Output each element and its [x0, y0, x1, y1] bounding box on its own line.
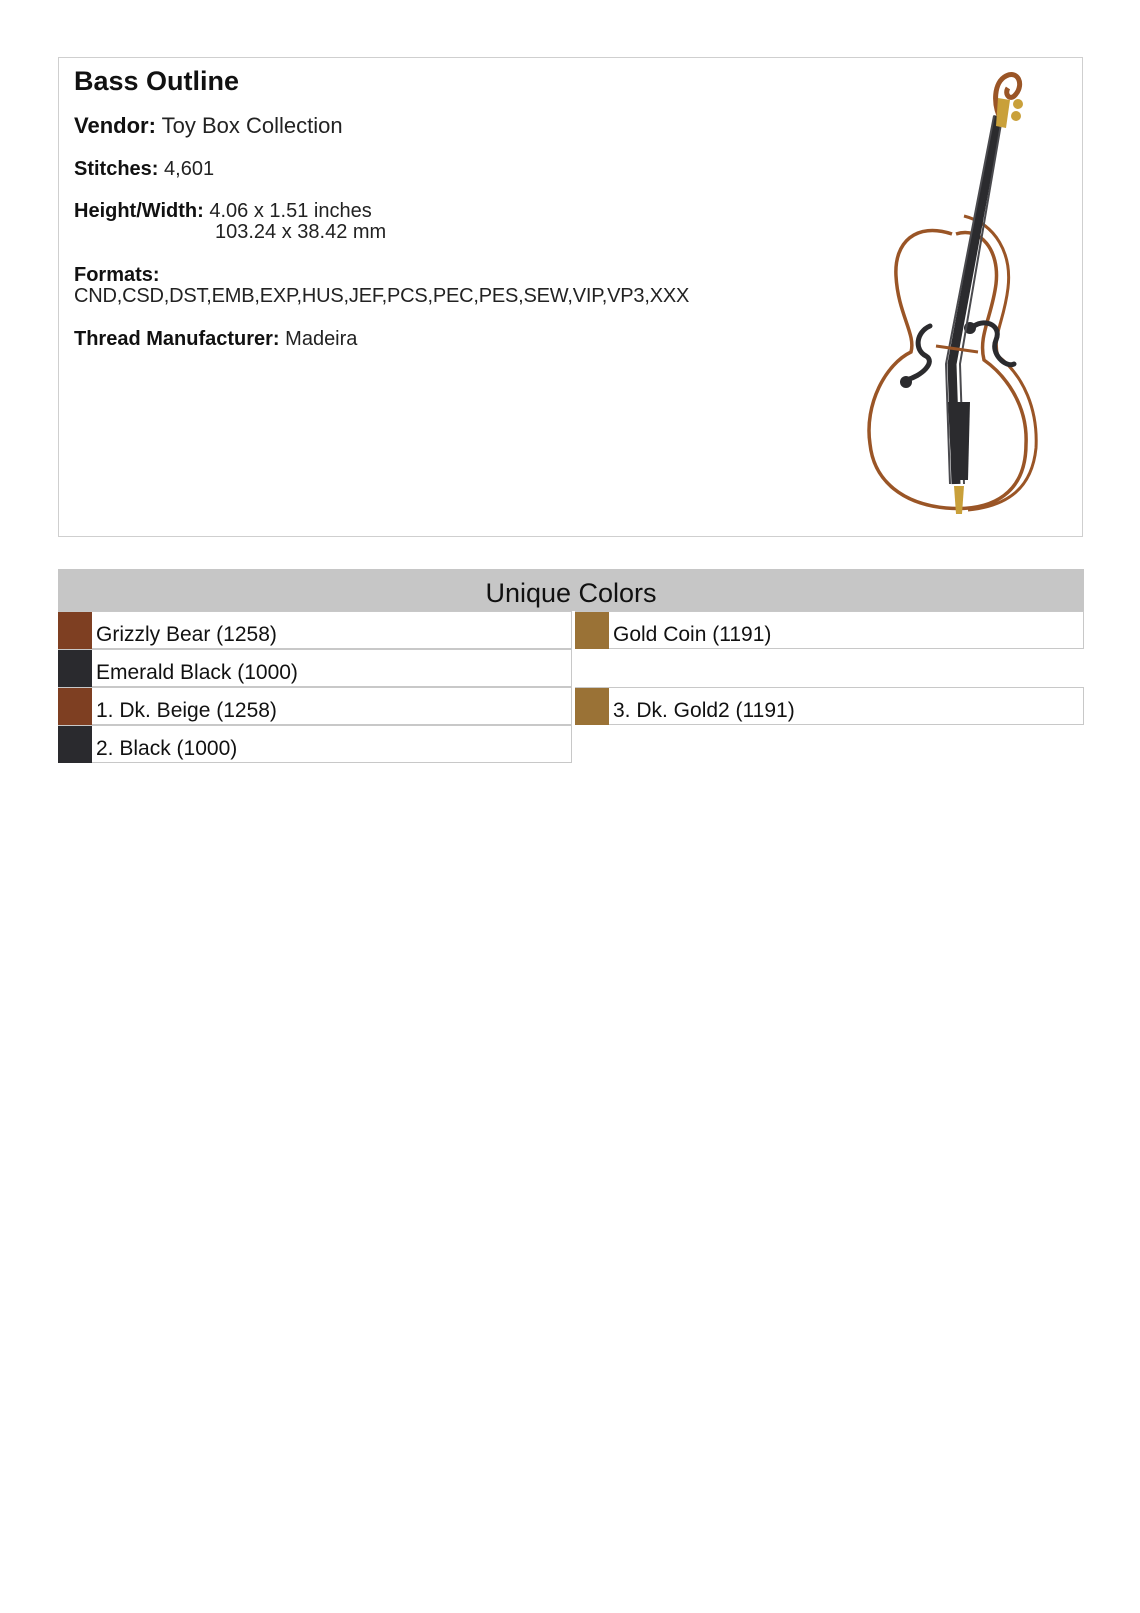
thread-label: Thread Manufacturer: [74, 328, 280, 350]
color-swatch [58, 688, 92, 725]
f-hole-right [974, 323, 1014, 365]
color-cell-dk-gold2 [575, 687, 1084, 725]
color-swatch [575, 688, 609, 725]
formats-list: CND,CSD,DST,EMB,EXP,HUS,JEF,PCS,PEC,PES,SEW,VIP,VP3,XXX [74, 285, 690, 307]
color-cell-grizzly-bear [58, 611, 572, 649]
color-cell-gold-coin [575, 611, 1084, 649]
unique-colors-table [58, 569, 1084, 760]
height-width-mm: 103.24 x 38.42 mm [215, 221, 387, 243]
color-swatch [575, 612, 609, 649]
bass-body-outline [869, 230, 1026, 508]
vendor-value: Toy Box Collection [161, 113, 343, 138]
formats-label-row [74, 264, 160, 286]
color-label: Grizzly Bear (1258) [96, 623, 277, 646]
vendor-label: Vendor: [74, 113, 156, 138]
tuning-peg-2 [1011, 111, 1021, 121]
formats-label: Formats: [74, 264, 160, 286]
double-bass-illustration [856, 64, 1056, 532]
color-swatch [58, 650, 92, 687]
height-width-row [74, 200, 387, 243]
design-info-card [58, 57, 1083, 537]
color-swatch [58, 726, 92, 763]
stitches-row [74, 158, 214, 180]
color-label: 2. Black (1000) [96, 737, 238, 760]
height-width-label: Height/Width: [74, 200, 204, 222]
unique-colors-header: Unique Colors [58, 569, 1084, 611]
vendor-row [74, 115, 343, 137]
color-cell-dk-beige [58, 687, 572, 725]
color-cell-emerald-black [58, 649, 572, 687]
design-title: Bass Outline [74, 66, 240, 96]
stitches-value: 4,601 [164, 158, 215, 180]
color-label: Emerald Black (1000) [96, 661, 298, 684]
color-cell-black [58, 725, 572, 763]
color-swatch [58, 612, 92, 649]
height-width-inches: 4.06 x 1.51 inches [209, 200, 372, 222]
tuning-peg-1 [1013, 99, 1023, 109]
stitches-label: Stitches: [74, 158, 159, 180]
color-label: 3. Dk. Gold2 (1191) [613, 699, 795, 722]
color-label: 1. Dk. Beige (1258) [96, 699, 277, 722]
thread-value: Madeira [285, 328, 358, 350]
color-label: Gold Coin (1191) [613, 623, 772, 646]
bass-pegbox [996, 98, 1010, 128]
f-hole-left-dot [900, 376, 912, 388]
thread-row [74, 328, 357, 350]
